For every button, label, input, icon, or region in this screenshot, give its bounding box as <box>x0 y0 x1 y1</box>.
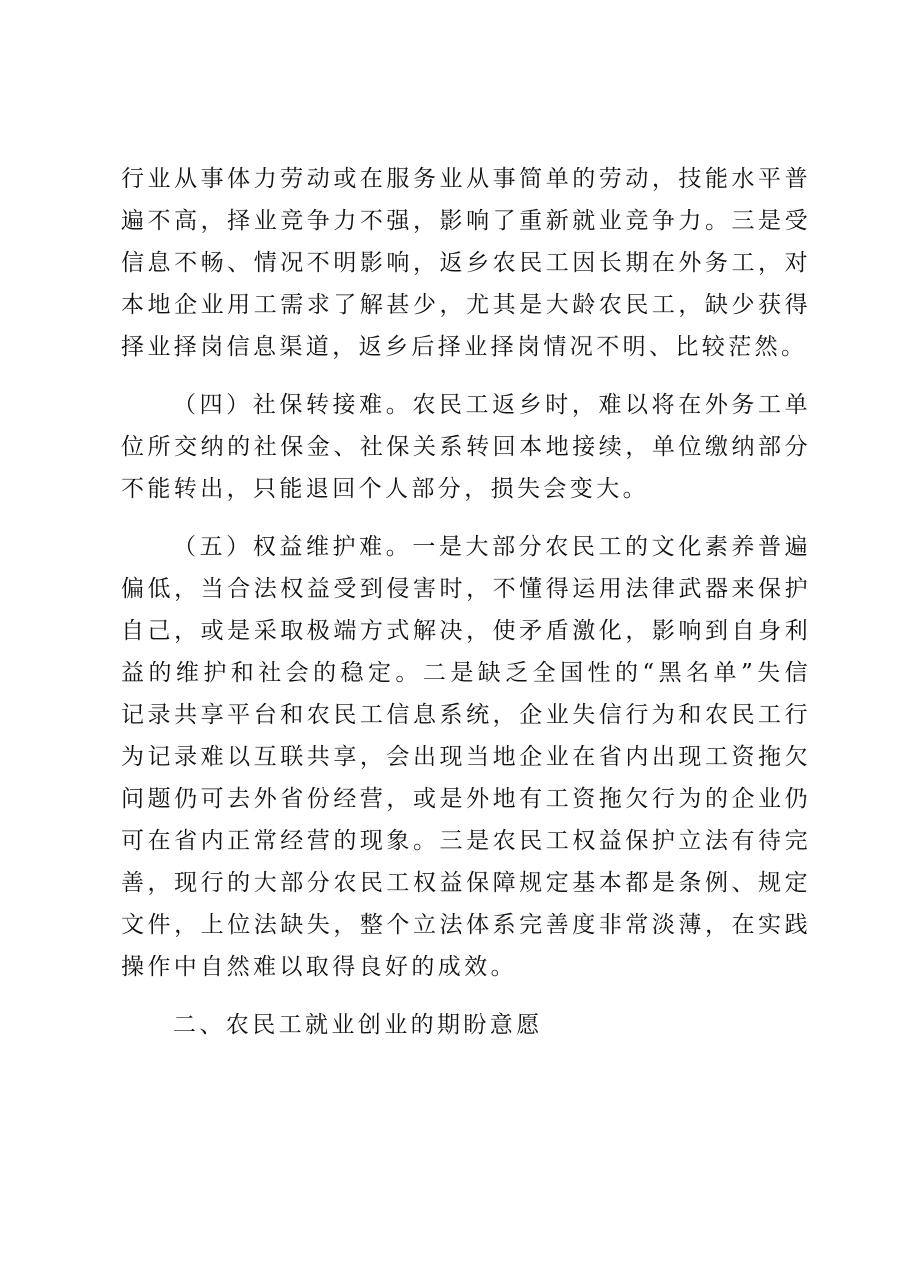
section-heading: 二、农民工就业创业的期盼意愿 <box>173 1012 543 1038</box>
paragraph-social-security: （四）社保转接难。农民工返乡时，难以将在外务工单位所交纳的社保金、社保关系转回本地接续，单位缴纳部分不能转出，只能退回个人部分，损失会变大。 <box>121 392 811 502</box>
paragraph-continuation: 行业从事体力劳动或在服务业从事简单的劳动，技能水平普遍不高，择业竞争力不强，影响了重新就业竞争力。三是受信息不畅、情况不明影响，返乡农民工因长期在外务工，对本地企业用工需求了解甚少，尤其是大龄农民工，缺少获得择业择岗信息渠道，返乡后择业择岗情况不明、比较茫然。 <box>121 166 811 360</box>
document-body <box>121 158 811 1046</box>
paragraph-rights-protection: （五）权益维护难。一是大部分农民工的文化素养普遍偏低，当合法权益受到侵害时，不懂得运用法律武器来保护自己，或是采取极端方式解决，使矛盾激化，影响到自身利益的维护和社会的稳定。二是缺乏全国性的“黑名单”失信记录共享平台和农民工信息系统，企业失信行为和农民工行为记录难以互联共享，会出现当地企业在省内出现工资拖欠问题仍可去外省份经营，或是外地有工资拖欠行为的企业仍可在省内正常经营的现象。三是农民工权益保护立法有待完善，现行的大部分农民工权益保障规定基本都是条例、规定文件，上位法缺失，整个立法体系完善度非常淡薄，在实践操作中自然难以取得良好的成效。 <box>121 534 811 980</box>
